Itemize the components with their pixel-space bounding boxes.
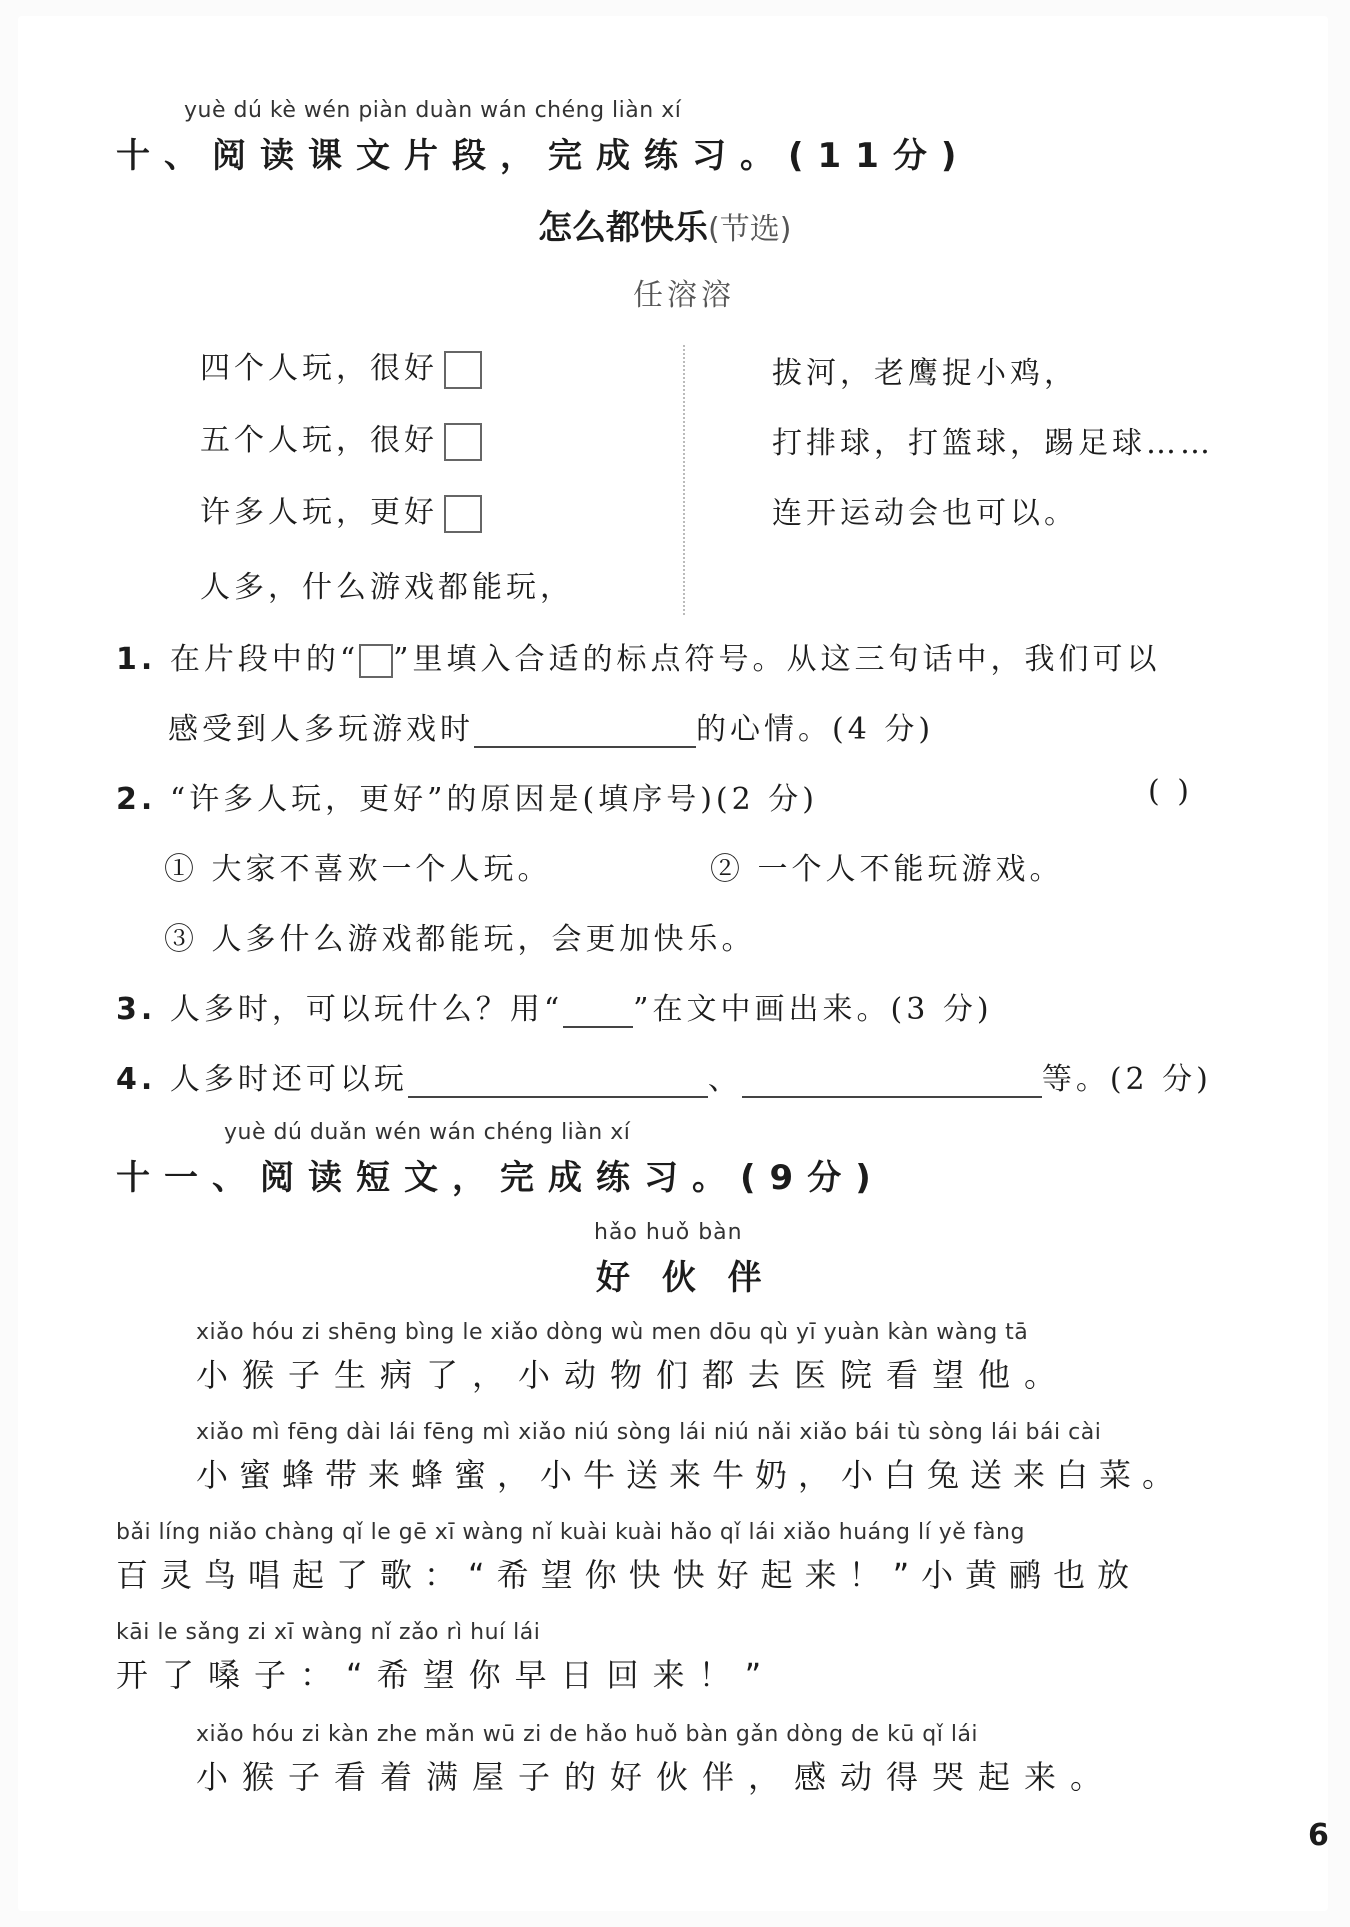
poem-line-4: 人多，什么游戏都能玩， <box>200 570 574 605</box>
poem-line-1 <box>200 343 482 389</box>
question-4-number: 4. <box>116 1062 157 1097</box>
question-4-answer-blank-1[interactable] <box>408 1066 708 1098</box>
punctuation-box-1[interactable] <box>444 351 482 389</box>
poem-right-line-1: 拔河，老鹰捉小鸡， <box>772 356 1078 391</box>
question-3-text-b: ”在文中画出来。(3 分) <box>633 992 993 1027</box>
story-line-3: 百灵鸟唱起了歌：“希望你快快好起来！”小黄鹂也放 <box>116 1556 1142 1594</box>
story-line-5: 小猴子看着满屋子的好伙伴，感动得哭起来。 <box>196 1758 1117 1796</box>
question-1 <box>116 634 1161 678</box>
question-2-option-1: ① 大家不喜欢一个人玩。 <box>164 852 552 887</box>
question-1-line-2 <box>168 704 934 748</box>
story-line-1: 小猴子生病了，小动物们都去医院看望他。 <box>196 1356 1071 1394</box>
question-1-line2-b: 的心情。(4 分) <box>696 712 935 747</box>
story-line-2: 小蜜蜂带来蜂蜜，小牛送来牛奶，小白兔送来白菜。 <box>196 1456 1186 1494</box>
punctuation-box-3[interactable] <box>444 495 482 533</box>
poem-line-3-text: 许多人玩，更好 <box>200 495 438 530</box>
question-1-line2-a: 感受到人多玩游戏时 <box>168 712 474 747</box>
story-line-1-pinyin: xiǎo hóu zi shēng bìng le xiǎo dòng wù men dōu qù yī yuàn kàn wàng tā <box>196 1320 1029 1345</box>
punctuation-box-2[interactable] <box>444 423 482 461</box>
poem-right-line-3: 连开运动会也可以。 <box>772 496 1078 531</box>
story-line-2-pinyin: xiǎo mì fēng dài lái fēng mì xiǎo niú sòng lái niú nǎi xiǎo bái tù sòng lái bái cài <box>196 1420 1102 1445</box>
question-2-option-2: ② 一个人不能玩游戏。 <box>710 852 1064 887</box>
poem-line-2 <box>200 415 482 461</box>
passage-title <box>538 200 791 249</box>
story-line-3-pinyin: bǎi líng niǎo chàng qǐ le gē xī wàng nǐ kuài kuài hǎo qǐ lái xiǎo huáng lí yě fàng <box>116 1520 1025 1545</box>
page-number: 6 <box>1308 1818 1329 1853</box>
poem-right-line-2: 打排球，打篮球，踢足球…… <box>772 426 1214 461</box>
passage-title-text: 怎么都快乐 <box>538 208 708 248</box>
poem-line-3 <box>200 487 482 533</box>
story-line-4-pinyin: kāi le sǎng zi xī wàng nǐ zǎo rì huí lái <box>116 1620 541 1645</box>
question-3-underline-mark <box>563 996 633 1028</box>
column-divider <box>683 345 685 615</box>
passage-excerpt: (节选) <box>708 212 792 247</box>
question-1-box-icon <box>359 644 393 678</box>
poem-line-2-text: 五个人玩，很好 <box>200 423 438 458</box>
question-4-separator: 、 <box>707 1062 742 1097</box>
story-line-5-pinyin: xiǎo hóu zi kàn zhe mǎn wū zi de hǎo huǒ bàn gǎn dòng de kū qǐ lái <box>196 1722 979 1747</box>
section10-title: 十、阅读课文片段，完成练习。(11分) <box>116 136 971 176</box>
poem-line-1-text: 四个人玩，很好 <box>200 351 438 386</box>
question-3 <box>116 984 993 1028</box>
question-4-text-a: 人多时还可以玩 <box>169 1062 408 1097</box>
section10-pinyin: yuè dú kè wén piàn duàn wán chéng liàn xí <box>184 98 682 123</box>
question-3-number: 3. <box>116 992 157 1027</box>
question-1-answer-blank[interactable] <box>474 716 696 748</box>
story-line-4: 开了嗓子：“希望你早日回来！” <box>116 1656 776 1694</box>
question-3-text-a: 人多时，可以玩什么？用“ <box>169 992 564 1027</box>
story-title-pinyin: hǎo huǒ bàn <box>594 1220 743 1245</box>
question-4-answer-blank-2[interactable] <box>742 1066 1042 1098</box>
question-2-text: “许多人玩，更好”的原因是(填序号)(2 分) <box>169 782 818 817</box>
section11-pinyin: yuè dú duǎn wén wán chéng liàn xí <box>224 1120 631 1145</box>
question-2 <box>116 774 818 818</box>
question-1-text-a: 在片段中的“ <box>169 642 360 677</box>
passage-author: 任溶溶 <box>633 278 735 313</box>
question-1-number: 1. <box>116 642 157 677</box>
question-1-text-b: ”里填入合适的标点符号。从这三句话中，我们可以 <box>393 642 1161 677</box>
question-2-answer-paren[interactable]: ( ) <box>1148 774 1193 809</box>
question-2-number: 2. <box>116 782 157 817</box>
question-4-text-b: 等。(2 分) <box>1041 1062 1212 1097</box>
question-2-option-3: ③ 人多什么游戏都能玩，会更加快乐。 <box>164 922 756 957</box>
question-4 <box>116 1054 1212 1098</box>
story-title: 好 伙 伴 <box>596 1258 772 1298</box>
section11-title: 十一、阅读短文，完成练习。(9分) <box>116 1158 885 1198</box>
